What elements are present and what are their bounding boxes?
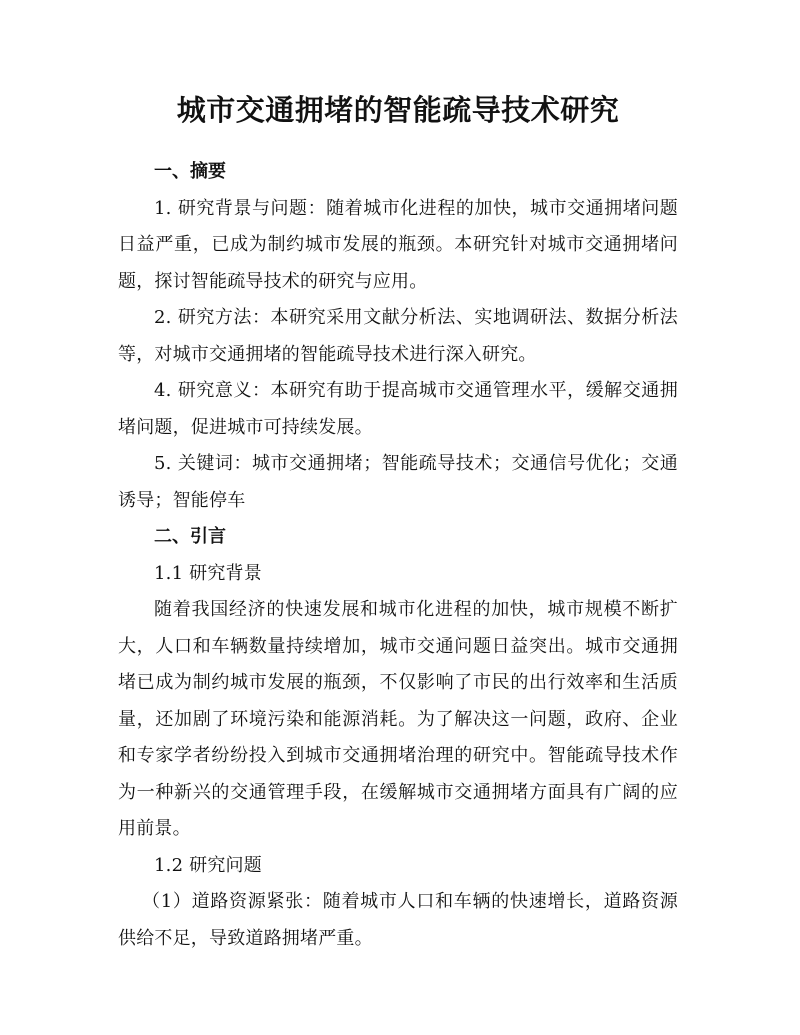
problem-item-road-resources: （1）道路资源紧张：随着城市人口和车辆的快速增长，道路资源供给不足，导致道路拥堵严重。 [118,891,678,949]
background-paragraph: 随着我国经济的快速发展和城市化进程的加快，城市规模不断扩大，人口和车辆数量持续增加，城市交通问题日益突出。城市交通拥堵已成为制约城市发展的瓶颈，不仅影响了市民的出行效率和生活质量，还加剧了环境污染和能源消耗。为了解决这一问题，政府、企业和专家学者纷纷投入到城市交通拥堵治理的研究中。智能疏导技术作为一种新兴的交通管理手段，在缓解城市交通拥堵方面具有广阔的应用前景。 [118,599,678,839]
abstract-item-significance: 4. 研究意义：本研究有助于提高城市交通管理水平，缓解交通拥堵问题，促进城市可持续发展。 [118,380,678,438]
background-subheading: 1.1 研究背景 [154,562,262,584]
document-title: 城市交通拥堵的智能疏导技术研究 [176,93,620,127]
abstract-item-background: 1. 研究背景与问题：随着城市化进程的加快，城市交通拥堵问题日益严重，已成为制约城市发展的瓶颈。本研究针对城市交通拥堵问题，探讨智能疏导技术的研究与应用。 [118,197,678,292]
abstract-item-methods: 2. 研究方法：本研究采用文献分析法、实地调研法、数据分析法等，对城市交通拥堵的智能疏导技术进行深入研究。 [118,307,678,365]
abstract-item-keywords: 5. 关键词：城市交通拥堵；智能疏导技术；交通信号优化；交通诱导；智能停车 [118,453,678,511]
abstract-heading: 一、摘要 [154,161,226,182]
introduction-heading: 二、引言 [154,526,226,547]
problem-subheading: 1.2 研究问题 [154,854,262,876]
